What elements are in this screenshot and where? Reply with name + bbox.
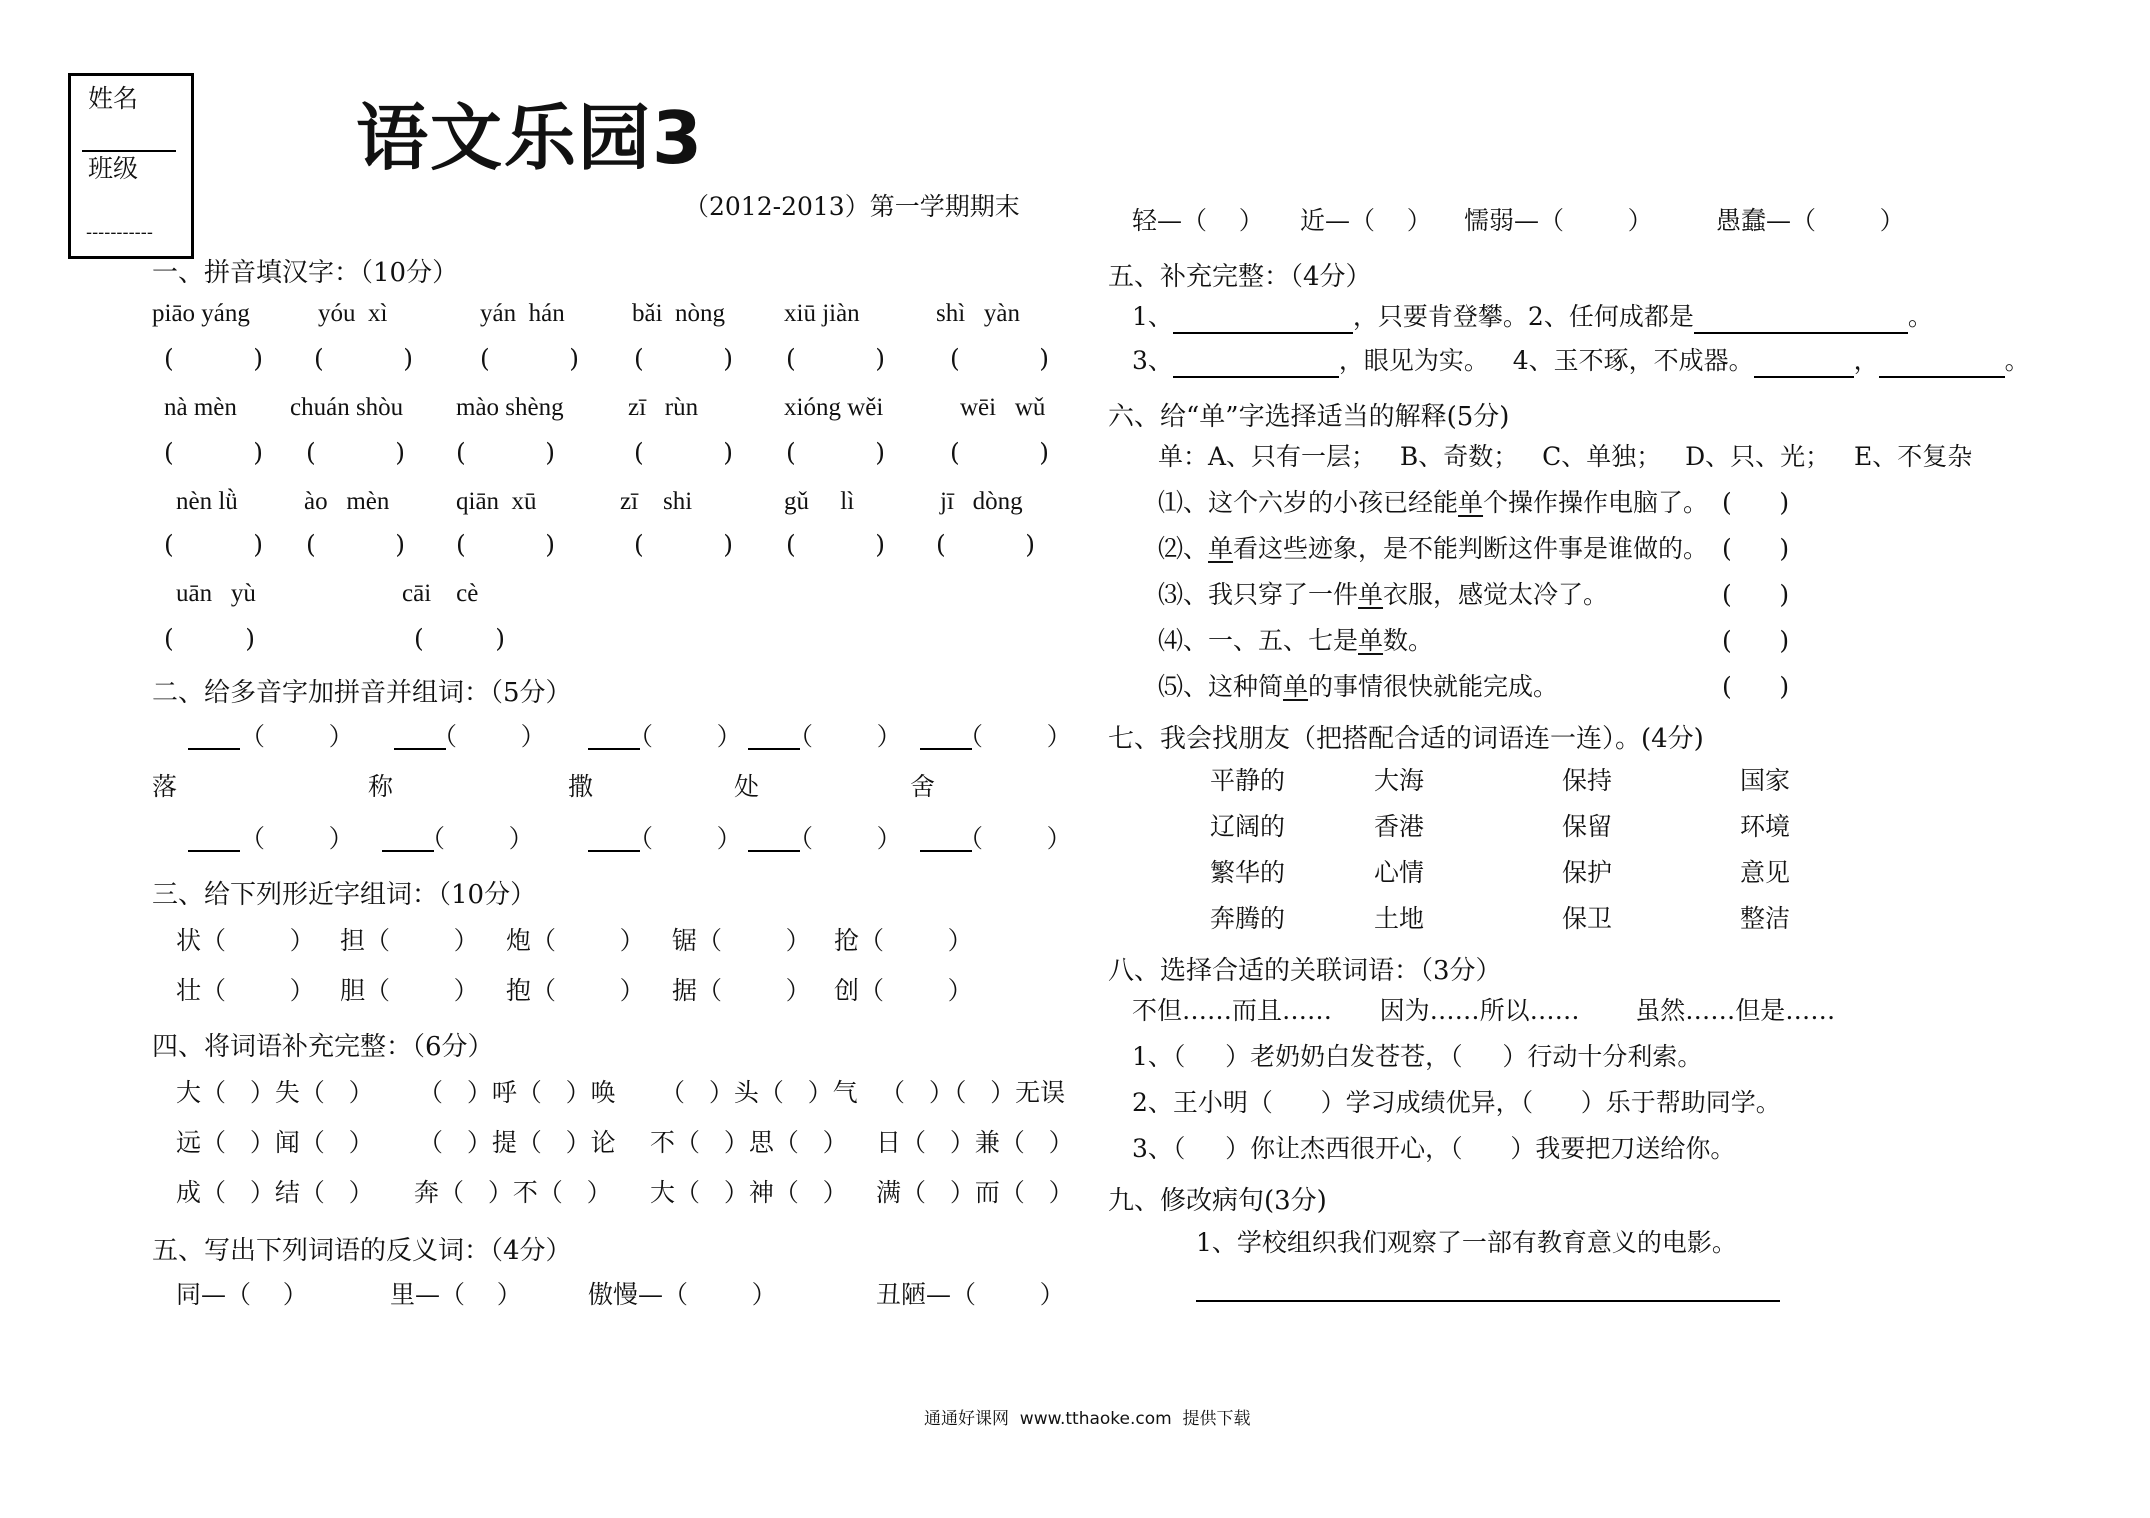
proverb-blank[interactable] xyxy=(1879,346,2005,378)
page-title: 语文乐园3 xyxy=(356,96,705,180)
answer-paren[interactable]: （ ） xyxy=(958,824,1072,853)
section-7-heading: 七、我会找朋友（把搭配合适的词语连一连）。(4分) xyxy=(1108,724,1704,754)
match-word[interactable]: 意见 xyxy=(1740,858,1791,887)
conjunction-item[interactable]: 3、（ ）你让杰西很开心，（ ）我要把刀送给你。 xyxy=(1132,1134,1736,1163)
idiom-item[interactable]: （ ）头（ ）气 xyxy=(660,1078,858,1107)
match-word[interactable]: 辽阔的 xyxy=(1210,812,1286,841)
similar-char-item[interactable]: 抢（ ） xyxy=(834,926,973,955)
idiom-item[interactable]: （ ）呼（ ）唤 xyxy=(418,1078,616,1107)
pinyin-2-2: chuán shòu xyxy=(290,394,404,421)
dan-item-2: ⑵、单看这些迹象，是不能判断这件事是谁做的。 xyxy=(1158,534,1709,563)
section-2-heading: 二、给多音字加拼音并组词：（5分） xyxy=(152,678,572,708)
pinyin-2-6: wēi wǔ xyxy=(960,394,1046,421)
match-word[interactable]: 保卫 xyxy=(1562,904,1613,933)
proverb-blank[interactable] xyxy=(1694,302,1908,334)
pinyin-blank[interactable] xyxy=(188,748,240,750)
pinyin-2-1: nà mèn xyxy=(164,394,237,421)
name-line[interactable] xyxy=(82,150,176,152)
pinyin-1-3: yán hán xyxy=(480,300,565,327)
answer-paren[interactable]: ( ) xyxy=(634,530,733,559)
idiom-item[interactable]: 满（ ）而（ ） xyxy=(876,1178,1074,1207)
match-word[interactable]: 奔腾的 xyxy=(1210,904,1286,933)
antonym-item[interactable]: 愚蠢—（ ） xyxy=(1716,206,1905,235)
idiom-item[interactable]: 日（ ）兼（ ） xyxy=(876,1128,1074,1157)
idiom-item[interactable]: 不（ ）思（ ） xyxy=(650,1128,848,1157)
answer-paren[interactable]: ( ) xyxy=(164,344,263,373)
pinyin-2-3: mào shèng xyxy=(456,394,564,421)
section-6-heading: 六、给“单”字选择适当的解释(5分) xyxy=(1108,402,1510,432)
answer-paren[interactable]: ( ) xyxy=(1722,580,1790,609)
pinyin-1-4: bǎi nòng xyxy=(632,300,726,327)
conjunction-item[interactable]: 2、王小明（ ）学习成绩优异，（ ）乐于帮助同学。 xyxy=(1132,1088,1781,1117)
answer-paren[interactable]: （ ） xyxy=(420,824,534,853)
antonym-item[interactable]: 同—（ ） xyxy=(176,1280,308,1309)
match-word[interactable]: 保护 xyxy=(1562,858,1613,887)
polyphone-char: 舍 xyxy=(910,772,936,801)
pinyin-1-6: shì yàn xyxy=(936,300,1021,327)
section-3-heading: 三、给下列形近字组词：（10分） xyxy=(152,880,537,910)
answer-paren[interactable]: （ ） xyxy=(432,722,546,751)
answer-paren[interactable]: ( ) xyxy=(950,344,1049,373)
match-word[interactable]: 保持 xyxy=(1562,766,1613,795)
idiom-item[interactable]: 大（ ）失（ ） xyxy=(176,1078,374,1107)
answer-paren[interactable]: （ ） xyxy=(240,824,354,853)
answer-paren[interactable]: （ ） xyxy=(958,722,1072,751)
proverb-line-2: 3、 ，眼见为实。 4、玉不琢，不成器。 ， 。 xyxy=(1132,346,2030,378)
sentence-item: 1、学校组织我们观察了一部有教育意义的电影。 xyxy=(1196,1228,1737,1257)
pinyin-3-1: nèn lǜ xyxy=(176,488,238,515)
answer-paren[interactable]: ( ) xyxy=(164,530,263,559)
answer-paren[interactable]: （ ） xyxy=(628,722,742,751)
conjunction-item[interactable]: 1、（ ）老奶奶白发苍苍，（ ）行动十分利索。 xyxy=(1132,1042,1703,1071)
similar-char-item[interactable]: 创（ ） xyxy=(834,976,973,1005)
similar-char-item[interactable]: 担（ ） xyxy=(340,926,479,955)
answer-paren[interactable]: ( ) xyxy=(1722,534,1790,563)
pinyin-3-2: ào mèn xyxy=(304,488,390,515)
similar-char-item[interactable]: 炮（ ） xyxy=(506,926,645,955)
section-1-heading: 一、拼音填汉字：（10分） xyxy=(152,258,459,288)
answer-paren[interactable]: ( ) xyxy=(456,530,555,559)
answer-paren[interactable]: ( ) xyxy=(1722,626,1790,655)
answer-paren[interactable]: ( ) xyxy=(634,438,733,467)
pinyin-1-5: xiū jiàn xyxy=(784,300,860,327)
match-word[interactable]: 香港 xyxy=(1374,812,1425,841)
answer-paren[interactable]: ( ) xyxy=(164,438,263,467)
answer-paren[interactable]: （ ） xyxy=(788,824,902,853)
answer-paren[interactable]: ( ) xyxy=(936,530,1035,559)
pinyin-1-1: piāo yáng xyxy=(152,300,250,327)
antonym-item[interactable]: 轻—（ ） xyxy=(1132,206,1264,235)
similar-char-item[interactable]: 锯（ ） xyxy=(672,926,811,955)
answer-paren[interactable]: ( ) xyxy=(634,344,733,373)
answer-paren[interactable]: ( ) xyxy=(414,624,506,653)
dan-options: 单：A、只有一层； B、奇数； C、单独； D、只、光； E、不复杂 xyxy=(1158,442,1973,471)
proverb-line-1: 1、 ，只要肯登攀。2、任何成都是 。 xyxy=(1132,302,1933,334)
pinyin-3-3: qiān xū xyxy=(456,488,537,515)
pinyin-3-5: gǔ lì xyxy=(784,488,855,515)
answer-line[interactable] xyxy=(1196,1300,1780,1302)
polyphone-char: 撒 xyxy=(568,772,594,801)
answer-paren[interactable]: （ ） xyxy=(788,722,902,751)
similar-char-item[interactable]: 壮（ ） xyxy=(176,976,315,1005)
dan-item-1: ⑴、这个六岁的小孩已经能单个操作操作电脑了。 xyxy=(1158,488,1709,517)
conjunction-options: 不但……而且…… 因为……所以…… 虽然……但是…… xyxy=(1132,996,1836,1025)
antonym-item[interactable]: 懦弱—（ ） xyxy=(1464,206,1653,235)
pinyin-2-5: xióng wěi xyxy=(784,394,884,421)
answer-paren[interactable]: ( ) xyxy=(306,438,405,467)
answer-paren[interactable]: ( ) xyxy=(786,530,885,559)
pinyin-3-4: zī shi xyxy=(620,488,693,515)
antonym-item[interactable]: 近—（ ） xyxy=(1300,206,1432,235)
match-word[interactable]: 繁华的 xyxy=(1210,858,1286,887)
answer-paren[interactable]: （ ） xyxy=(628,824,742,853)
idiom-item[interactable]: 成（ ）结（ ） xyxy=(176,1178,374,1207)
answer-paren[interactable]: ( ) xyxy=(164,624,256,653)
proverb-blank[interactable] xyxy=(1754,346,1854,378)
answer-paren[interactable]: ( ) xyxy=(1722,488,1790,517)
idiom-item[interactable]: （ ）提（ ）论 xyxy=(418,1128,616,1157)
section-5b-heading: 五、补充完整：（4分） xyxy=(1108,262,1372,292)
idiom-item[interactable]: 远（ ）闻（ ） xyxy=(176,1128,374,1157)
pinyin-2-4: zī rùn xyxy=(628,394,699,421)
idiom-item[interactable]: 奔（ ）不（ ） xyxy=(414,1178,612,1207)
idiom-item[interactable]: 大（ ）神（ ） xyxy=(650,1178,848,1207)
class-label: 班级 xyxy=(88,154,139,183)
answer-paren[interactable]: （ ） xyxy=(240,722,354,751)
match-word[interactable]: 整洁 xyxy=(1740,904,1791,933)
proverb-blank[interactable] xyxy=(1173,346,1339,378)
match-word[interactable]: 国家 xyxy=(1740,766,1791,795)
dan-item-4: ⑷、一、五、七是单数。 xyxy=(1158,626,1434,655)
page-subtitle: （2012-2013）第一学期期末 xyxy=(684,192,1020,221)
answer-paren[interactable]: ( ) xyxy=(480,344,579,373)
answer-paren[interactable]: ( ) xyxy=(786,438,885,467)
antonym-item[interactable]: 傲慢—（ ） xyxy=(588,1280,777,1309)
proverb-blank[interactable] xyxy=(1173,302,1353,334)
answer-paren[interactable]: ( ) xyxy=(1722,672,1790,701)
dan-item-3: ⑶、我只穿了一件单衣服，感觉太冷了。 xyxy=(1158,580,1609,609)
antonym-item[interactable]: 里—（ ） xyxy=(390,1280,522,1309)
match-word[interactable]: 心情 xyxy=(1374,858,1425,887)
answer-paren[interactable]: ( ) xyxy=(306,530,405,559)
similar-char-item[interactable]: 据（ ） xyxy=(672,976,811,1005)
answer-paren[interactable]: ( ) xyxy=(314,344,413,373)
name-label: 姓名 xyxy=(88,84,139,113)
pinyin-blank[interactable] xyxy=(188,850,240,852)
polyphone-char: 处 xyxy=(734,772,760,801)
section-5-heading: 五、写出下列词语的反义词：（4分） xyxy=(152,1236,572,1266)
antonym-item[interactable]: 丑陋—（ ） xyxy=(876,1280,1065,1309)
pinyin-3-6: jī dòng xyxy=(940,488,1023,515)
class-line[interactable]: ----------- xyxy=(86,222,153,243)
section-4-heading: 四、将词语补充完整：（6分） xyxy=(152,1032,494,1062)
polyphone-char: 落 xyxy=(152,772,178,801)
answer-paren[interactable]: ( ) xyxy=(456,438,555,467)
idiom-item[interactable]: （ ）（ ）无误 xyxy=(880,1078,1066,1107)
footer-credit: 通通好课网 www.tthaoke.com 提供下载 xyxy=(924,1409,1251,1429)
section-8-heading: 八、选择合适的关联词语：（3分） xyxy=(1108,956,1502,986)
answer-paren[interactable]: ( ) xyxy=(786,344,885,373)
pinyin-4-2: cāi cè xyxy=(402,580,479,607)
polyphone-char: 称 xyxy=(368,772,394,801)
pinyin-4-1: uān yù xyxy=(176,580,256,607)
similar-char-item[interactable]: 抱（ ） xyxy=(506,976,645,1005)
match-word[interactable]: 大海 xyxy=(1374,766,1425,795)
match-word[interactable]: 土地 xyxy=(1374,904,1425,933)
similar-char-item[interactable]: 胆（ ） xyxy=(340,976,479,1005)
answer-paren[interactable]: ( ) xyxy=(950,438,1049,467)
match-word[interactable]: 环境 xyxy=(1740,812,1791,841)
match-word[interactable]: 平静的 xyxy=(1210,766,1286,795)
match-word[interactable]: 保留 xyxy=(1562,812,1613,841)
dan-item-5: ⑸、这种简单的事情很快就能完成。 xyxy=(1158,672,1559,701)
pinyin-1-2: yóu xì xyxy=(318,300,388,327)
section-9-heading: 九、修改病句(3分) xyxy=(1108,1186,1327,1216)
similar-char-item[interactable]: 状（ ） xyxy=(176,926,315,955)
